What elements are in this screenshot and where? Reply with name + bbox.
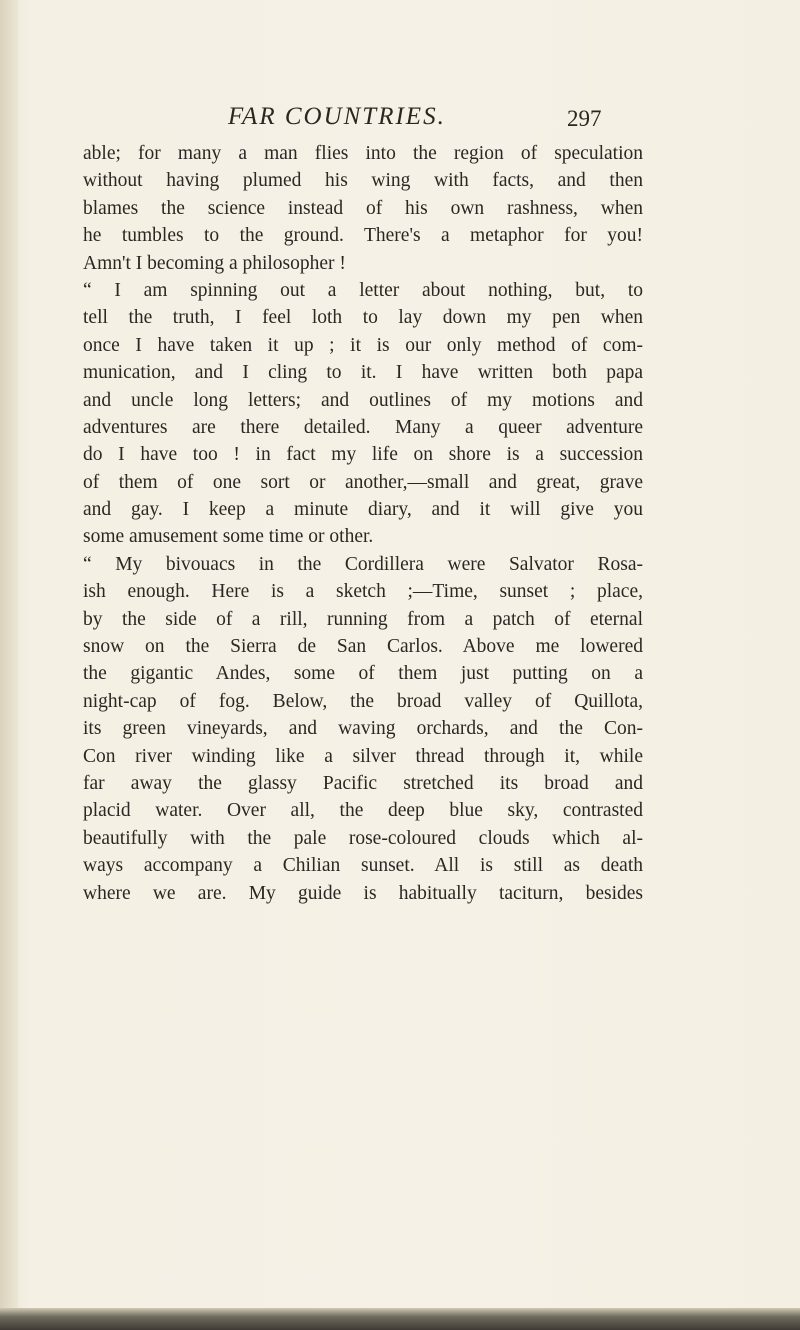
text-line: far away the glassy Pacific stretched its broad and bbox=[83, 772, 643, 794]
text-line: ways accompany a Chilian sunset. All is still as death bbox=[83, 855, 643, 877]
text-line: munication, and I cling to it. I have written both papa bbox=[83, 362, 643, 384]
text-line: beautifully with the pale rose-coloured clouds which al- bbox=[83, 827, 643, 849]
text-line: some amusement some time or other. bbox=[83, 526, 374, 548]
text-line: able; for many a man flies into the region of speculation bbox=[83, 143, 643, 164]
text-line: without having plumed his wing with facts, and then bbox=[83, 170, 643, 192]
text-line: its green vineyards, and waving orchards, and the Con- bbox=[83, 718, 643, 740]
page-number: 297 bbox=[567, 106, 602, 131]
text-line: and gay. I keep a minute diary, and it will give you bbox=[83, 499, 643, 521]
text-line: and uncle long letters; and outlines of my motions and bbox=[83, 389, 643, 411]
text-line: adventures are there detailed. Many a queer adventure bbox=[83, 416, 643, 438]
running-head bbox=[0, 103, 800, 137]
text-line: once I have taken it up ; it is our only method of com- bbox=[83, 334, 643, 356]
page-gutter bbox=[0, 0, 18, 1330]
text-line: snow on the Sierra de San Carlos. Above me lowered bbox=[83, 636, 643, 658]
text-line: night-cap of fog. Below, the broad valley of Quillota, bbox=[83, 690, 643, 712]
body-text bbox=[83, 140, 643, 907]
text-line: blames the science instead of his own rashness, when bbox=[83, 197, 643, 219]
text-line: placid water. Over all, the deep blue sky, contrasted bbox=[83, 800, 643, 822]
text-line: ish enough. Here is a sketch ;—Time, sunset ; place, bbox=[83, 581, 643, 603]
page-bottom-edge bbox=[0, 1308, 800, 1330]
text-line: do I have too ! in fact my life on shore is a succession bbox=[83, 444, 643, 466]
text-line: by the side of a rill, running from a patch of eternal bbox=[83, 608, 643, 630]
text-line: Amn't I becoming a philosopher ! bbox=[83, 252, 346, 274]
running-title: FAR COUNTRIES. bbox=[228, 103, 446, 130]
text-line: he tumbles to the ground. There's a metaphor for you! bbox=[83, 225, 643, 247]
text-line: tell the truth, I feel loth to lay down my pen when bbox=[83, 307, 643, 329]
text-line: where we are. My guide is habitually taciturn, besides bbox=[83, 882, 643, 904]
text-line: the gigantic Andes, some of them just putting on a bbox=[83, 663, 643, 685]
text-line: “ I am spinning out a letter about nothing, but, to bbox=[83, 279, 643, 301]
text-line: of them of one sort or another,—small and great, grave bbox=[83, 471, 643, 493]
text-line: “ My bivouacs in the Cordillera were Salvator Rosa- bbox=[83, 553, 643, 575]
text-line: Con river winding like a silver thread through it, while bbox=[83, 745, 643, 767]
